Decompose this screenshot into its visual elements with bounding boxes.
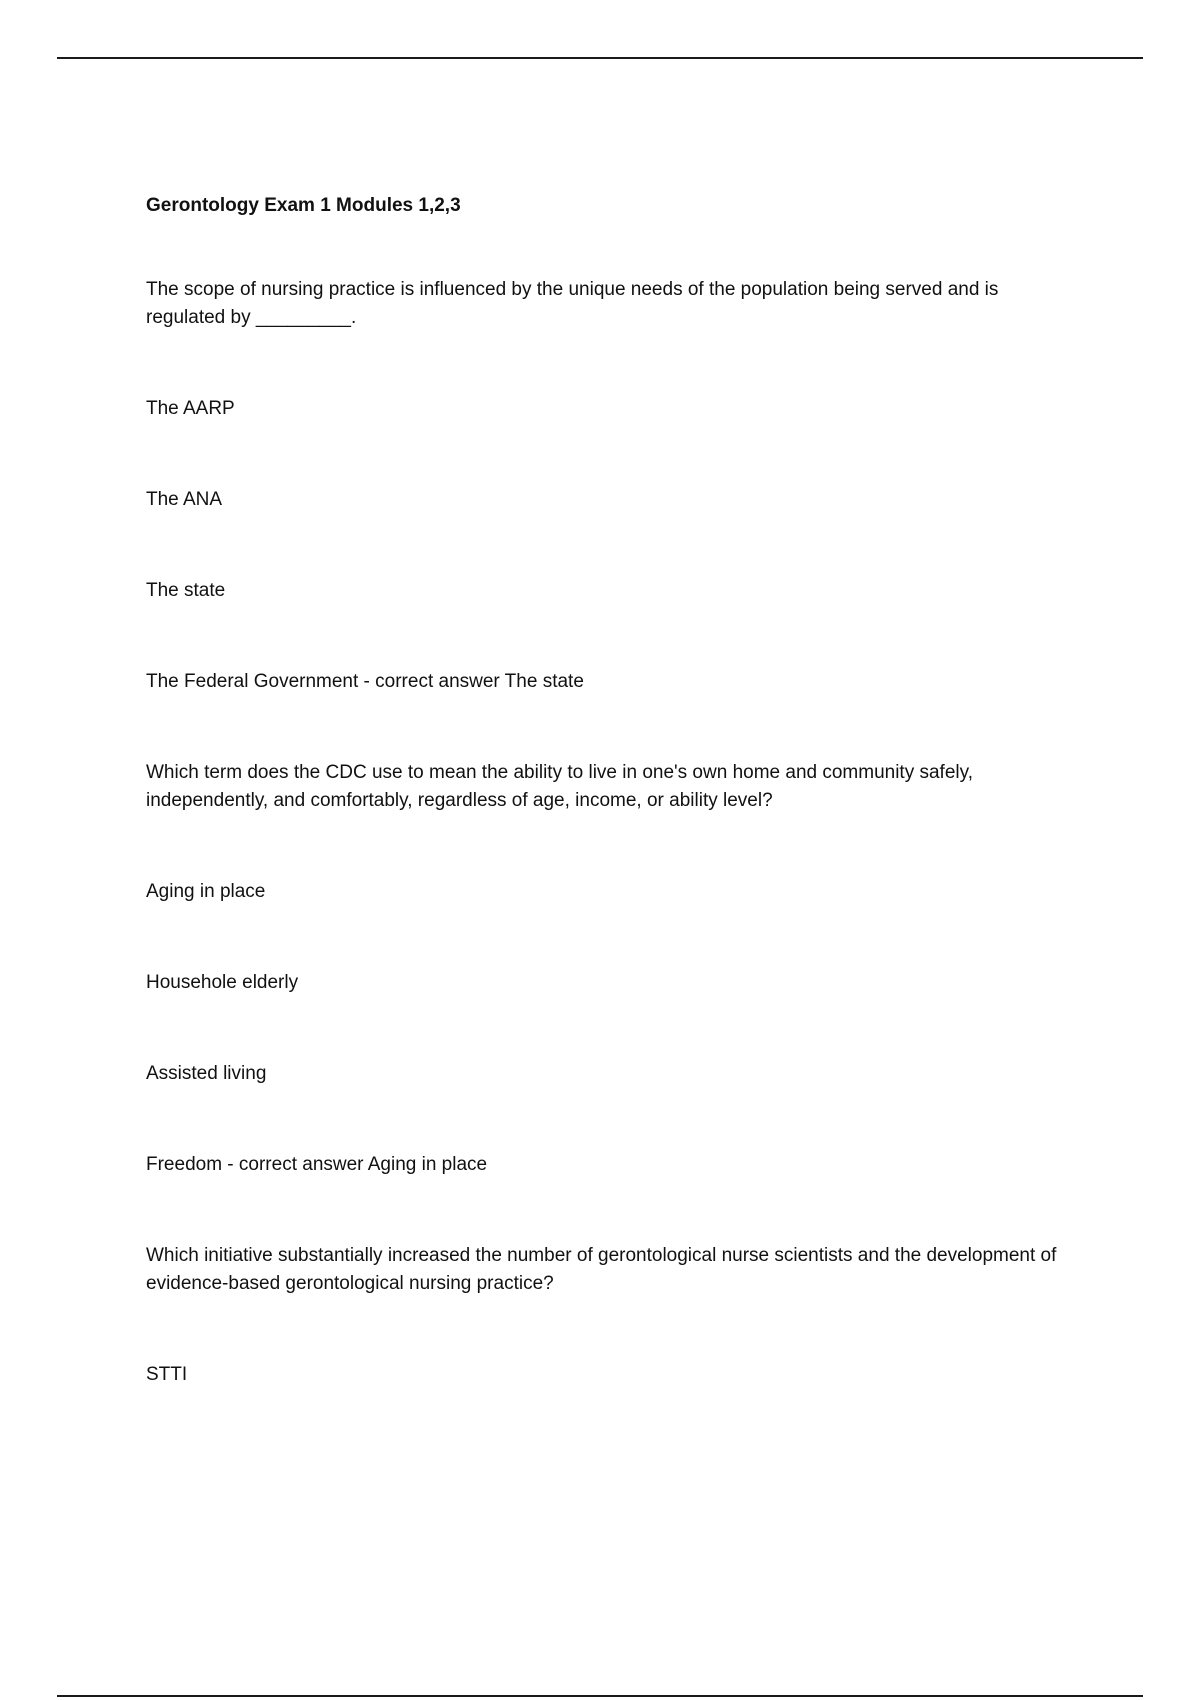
footer-rule [57,1695,1143,1697]
header-rule [57,57,1143,59]
question-2-text: Which term does the CDC use to mean the ability to live in one's own home and community safely, independently, and comfortably, regardless of age, income, or ability level? [146,762,973,811]
question-1-text: The scope of nursing practice is influenced by the unique needs of the population being served and is regulated by _________. [146,279,999,328]
question-3-text: Which initiative substantially increased the number of gerontological nurse scientists and the development of evidence-based gerontological nursing practice? [146,1245,1057,1294]
question-1-option-c: The state [146,580,226,601]
question-3-option-a: STTI [146,1364,188,1385]
question-2-option-a: Aging in place [146,881,266,902]
question-1-option-b: The ANA [146,489,223,510]
document-body [146,192,1076,1452]
question-1-option-d-answer: The Federal Government - correct answer The state [146,671,584,692]
question-2-option-c: Assisted living [146,1063,267,1084]
question-2-option-d-answer: Freedom - correct answer Aging in place [146,1154,488,1175]
question-1-option-a: The AARP [146,398,235,419]
question-2-option-b: Househole elderly [146,972,299,993]
document-title: Gerontology Exam 1 Modules 1,2,3 [146,195,461,216]
